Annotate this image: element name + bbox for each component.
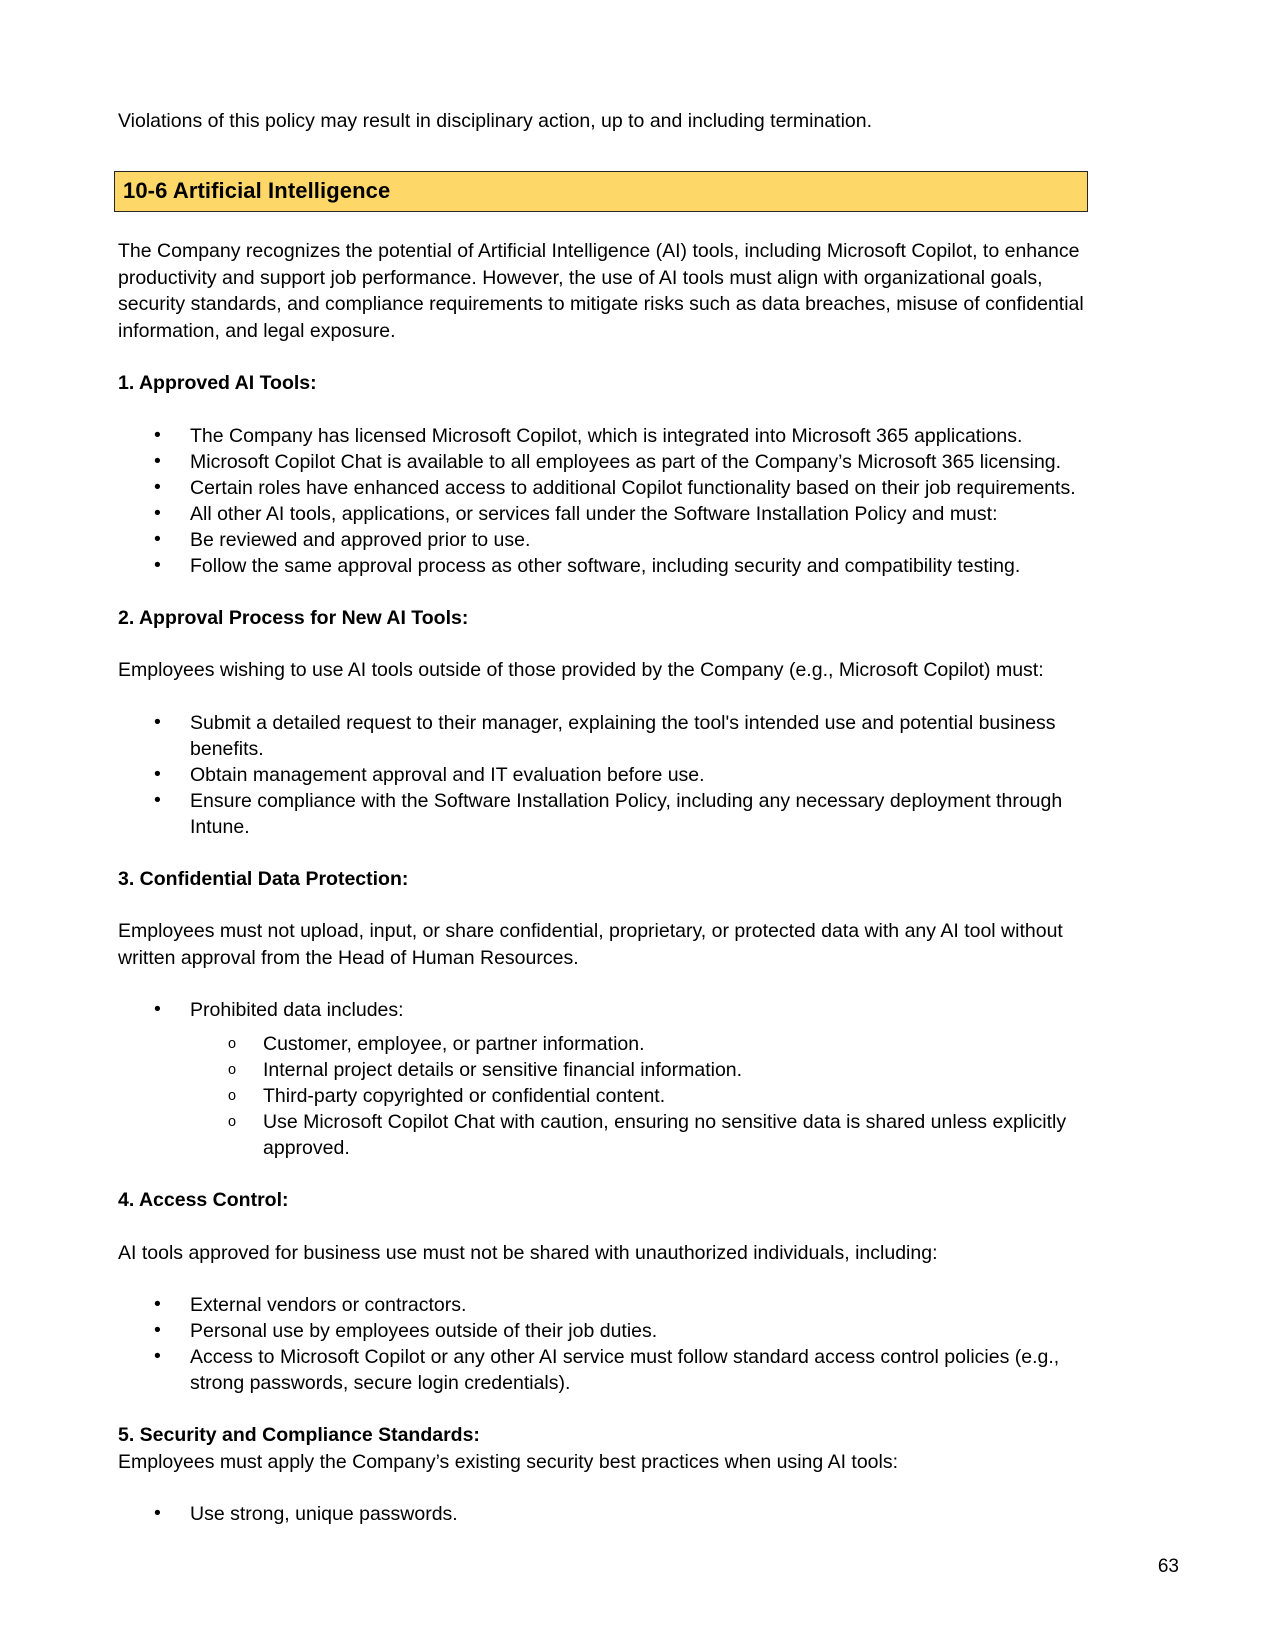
bullet-list-2 xyxy=(118,710,1088,840)
list-item: • Obtain management approval and IT evaluation before use. xyxy=(118,762,1088,788)
section-intro-paragraph: The Company recognizes the potential of Artificial Intelligence (AI) tools, including Microsoft Copilot, to enhance productivity and support job performance. However, the use of AI tools must align with organizational goals, security standards, and compliance requirements to mitigate risks such as data breaches, misuse of confidential information, and legal exposure. xyxy=(118,240,1084,342)
list-item: • Ensure compliance with the Software Installation Policy, including any necessary deployment through Intune. xyxy=(118,788,1088,840)
list-item: • Follow the same approval process as other software, including security and compatibility testing. xyxy=(118,553,1088,579)
section-title: 10-6 Artificial Intelligence xyxy=(123,178,391,203)
list-item: • All other AI tools, applications, or services fall under the Software Installation Policy and must: xyxy=(118,501,1088,527)
list-item: • Prohibited data includes: xyxy=(118,997,1088,1023)
intro-sentence: Violations of this policy may result in disciplinary action, up to and including termination. xyxy=(118,110,873,132)
sub-list-item: o Use Microsoft Copilot Chat with caution, ensuring no sensitive data is shared unless explicitly approved. xyxy=(118,1109,1088,1161)
list-item: • Certain roles have enhanced access to additional Copilot functionality based on their job requirements. xyxy=(118,475,1088,501)
list-item: • External vendors or contractors. xyxy=(118,1292,1088,1318)
sub-list-item: o Third-party copyrighted or confidential content. xyxy=(118,1083,1088,1109)
subsection-paragraph-3: Employees must not upload, input, or share confidential, proprietary, or protected data with any AI tool without written approval from the Head of Human Resources. xyxy=(118,920,1063,969)
bullet-list-1 xyxy=(118,423,1088,579)
page-number: 63 xyxy=(1157,1556,1179,1577)
page-content xyxy=(118,108,1088,1553)
bullet-list-4 xyxy=(118,1292,1088,1396)
bullet-list-5 xyxy=(118,1501,1088,1527)
subsection-heading-1: 1. Approved AI Tools: xyxy=(118,372,317,394)
list-item: • Use strong, unique passwords. xyxy=(118,1501,1088,1527)
list-item: • Microsoft Copilot Chat is available to all employees as part of the Company’s Microsoft 365 licensing. xyxy=(118,449,1088,475)
spacer xyxy=(118,971,1088,997)
subsection-paragraph-5: Employees must apply the Company’s existing security best practices when using AI tools: xyxy=(118,1450,899,1473)
list-item: • Submit a detailed request to their manager, explaining the tool's intended use and potential business benefits. xyxy=(118,710,1088,762)
subsection-paragraph-4: AI tools approved for business use must not be shared with unauthorized individuals, including: xyxy=(118,1241,938,1264)
sub-list-item: o Internal project details or sensitive financial information. xyxy=(118,1057,1088,1083)
list-item: • Access to Microsoft Copilot or any other AI service must follow standard access control policies (e.g., strong passwords, secure login credentials). xyxy=(118,1344,1088,1396)
subsection-heading-2: 2. Approval Process for New AI Tools: xyxy=(118,606,469,629)
section-heading-banner xyxy=(114,171,1088,212)
list-item: • Be reviewed and approved prior to use. xyxy=(118,527,1088,553)
subsection-paragraph-2: Employees wishing to use AI tools outside of those provided by the Company (e.g., Microsoft Copilot) must: xyxy=(118,659,1044,681)
list-item: • The Company has licensed Microsoft Copilot, which is integrated into Microsoft 365 applications. xyxy=(118,423,1088,449)
subsection-heading-4: 4. Access Control: xyxy=(118,1189,289,1211)
subsection-heading-3: 3. Confidential Data Protection: xyxy=(118,867,409,890)
list-item: • Personal use by employees outside of their job duties. xyxy=(118,1318,1088,1344)
spacer xyxy=(118,1475,1088,1501)
sub-list-item: o Customer, employee, or partner information. xyxy=(118,1031,1088,1057)
bullet-list-3 xyxy=(118,997,1088,1023)
sub-bullet-list-3 xyxy=(118,1031,1088,1161)
subsection-heading-5: 5. Security and Compliance Standards: xyxy=(118,1424,480,1446)
